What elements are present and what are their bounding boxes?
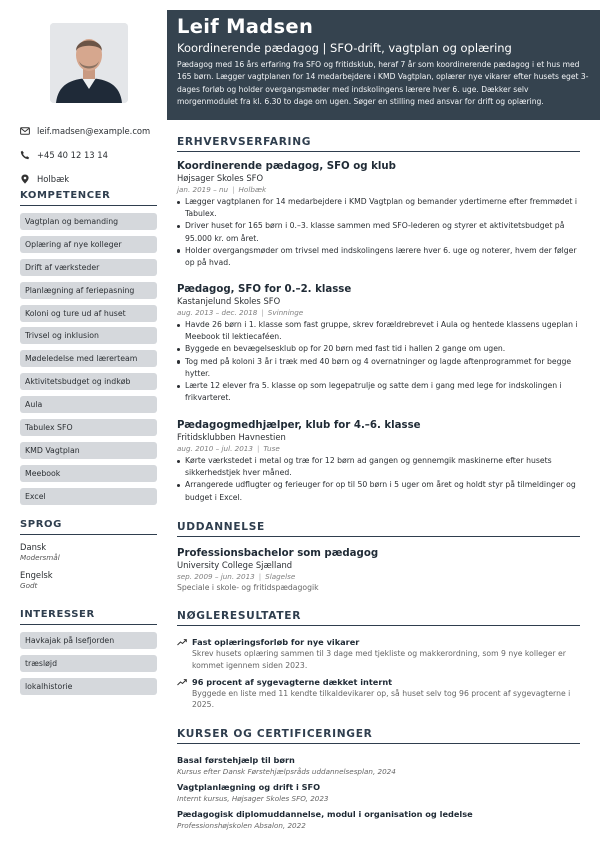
job-meta	[177, 307, 580, 318]
skill-pill: Meebook	[20, 465, 157, 482]
courses-heading: KURSER OG CERTIFICERINGER	[177, 728, 580, 744]
results-list	[177, 636, 580, 715]
education-description: Speciale i skole- og fritidspædagogik	[177, 583, 319, 592]
skill-pill: Vagtplan og bemanding	[20, 213, 157, 230]
phone-icon	[20, 150, 30, 160]
language-name: Engelsk	[20, 570, 53, 580]
skill-pill: Trivsel og inklusion	[20, 327, 157, 344]
course-title: Vagtplanlægning og drift i SFO	[177, 782, 321, 792]
skill-pill: Excel	[20, 488, 157, 505]
languages-section	[20, 519, 157, 598]
interests-heading: INTERESSER	[20, 609, 157, 625]
result-title: 96 procent af sygevagterne dækket internt	[192, 676, 393, 687]
skill-pill: Tabulex SFO	[20, 419, 157, 436]
profile-summary: Pædagog med 16 års erfaring fra SFO og fritidsklub, heraf 7 år som koordinerende pædagog i et hus med 165 børn. Lægger vagtplanen for 14 medarbejdere i KMD Vagtplan, oplærer nye vikarer efter husets eget 3-dages forløb og holder overgangsmøder med indskolingens lærere hver 6. uge. Dækker selv morgenmodulet fra kl. 6.30 to dage om ugen. Søger en stilling med ansvar for drift og oplæring.	[177, 60, 589, 106]
interest-pill: Havkajak på Isefjorden	[20, 632, 157, 649]
language-item	[20, 542, 157, 563]
location-text: Holbæk	[37, 174, 70, 184]
skill-pill: Drift af værksteder	[20, 259, 157, 276]
meta-separator: |	[261, 308, 264, 317]
skill-pill: Planlægning af feriepasning	[20, 282, 157, 299]
skill-pill: Aktivitetsbudget og indkøb	[20, 373, 157, 390]
result-title: Fast oplæringsforløb for nye vikarer	[192, 637, 360, 647]
job-bullet: Tog med på koloni 3 år i træk med 40 børn og 4 overnatninger og lagde aftenprogrammet for begge hytter.	[177, 356, 580, 380]
job-employer: Kastanjelund Skoles SFO	[177, 296, 281, 306]
education-meta	[177, 571, 580, 582]
course-provider: Kursus efter Dansk Førstehjælpsråds uddannelsesplan, 2024	[177, 767, 396, 776]
meta-separator: |	[258, 572, 262, 581]
job-dates: jan. 2019 – nu	[177, 185, 229, 194]
job-title: Pædagog, SFO for 0.–2. klasse	[177, 284, 352, 295]
job-bullets	[177, 319, 580, 404]
interests-section	[20, 609, 157, 701]
person-portrait-icon	[50, 23, 128, 103]
result-description: Skrev husets oplæring sammen til 3 dage med tjekliste og makkerordning, som 9 nye kolleger er kommet igennem siden 2023.	[192, 649, 566, 670]
job-bullets	[177, 196, 580, 269]
job-employer: Højsager Skoles SFO	[177, 173, 264, 183]
interest-pill: lokalhistorie	[20, 678, 157, 695]
language-name: Dansk	[20, 542, 47, 552]
contact-phone[interactable]	[20, 143, 160, 167]
skill-pill: Aula	[20, 396, 157, 413]
job-employer: Fritidsklubben Havnestien	[177, 432, 286, 442]
results-heading: NØGLERESULTATER	[177, 610, 580, 626]
job-meta	[177, 443, 580, 454]
meta-separator: |	[232, 185, 235, 194]
skills-section	[20, 190, 157, 511]
education-place: Slagelse	[265, 572, 296, 581]
job-bullet: Havde 26 børn i 1. klasse som fast gruppe, skrev forældrebrevet i Aula og hentede klassens ugeplan i Meebook til lektiecaféen.	[177, 319, 580, 343]
contact-info	[20, 119, 160, 191]
contact-email[interactable]	[20, 119, 160, 143]
course-item	[177, 754, 580, 777]
phone-text: +45 40 12 13 14	[37, 150, 108, 160]
course-title: Pædagogisk diplomuddannelse, modul i organisation og ledelse	[177, 809, 473, 819]
job-bullet: Driver huset for 165 børn i 0.–3. klasse sammen med SFO-lederen og styrer et aktivitetsbudget på 95.000 kr. om året.	[177, 220, 580, 244]
languages-heading: SPROG	[20, 519, 157, 535]
course-item	[177, 781, 580, 804]
skill-pill: KMD Vagtplan	[20, 442, 157, 459]
skill-pill: Koloni og ture ud af huset	[20, 305, 157, 322]
job-bullet: Byggede en bevægelsesklub op for 20 børn med fast tid i hallen 2 gange om ugen.	[177, 343, 580, 355]
job-meta	[177, 184, 580, 195]
skills-heading: KOMPETENCER	[20, 190, 157, 206]
header-banner	[167, 10, 600, 120]
result-item	[177, 676, 580, 712]
skill-pill: Mødeledelse med lærerteam	[20, 350, 157, 367]
person-name: Leif Madsen	[177, 15, 314, 38]
course-provider: Internt kursus, Højsager Skoles SFO, 2023	[177, 794, 329, 803]
education-heading: UDDANNELSE	[177, 521, 580, 537]
language-item	[20, 570, 157, 591]
sidebar	[0, 0, 167, 849]
courses-list	[177, 754, 580, 835]
job-place: Svinninge	[267, 308, 304, 317]
job-place: Holbæk	[238, 185, 267, 194]
email-icon	[20, 126, 30, 136]
job-entry	[177, 419, 580, 504]
job-place: Tuse	[263, 444, 280, 453]
location-pin-icon	[20, 174, 30, 184]
interest-pill: træsløjd	[20, 655, 157, 672]
job-dates: aug. 2013 – dec. 2018	[177, 308, 258, 317]
job-bullet: Lærte 12 elever fra 5. klasse op som legepatrulje og satte dem i gang med lege for indskolingen i frikvarteret.	[177, 380, 580, 404]
job-bullet: Holder overgangsmøder om trivsel med indskolingens lærere hver 6. uge og noterer, hvem der følger op på hvad.	[177, 245, 580, 269]
experience-heading: ERHVERVSERFARING	[177, 136, 580, 152]
language-level: Godt	[20, 581, 38, 590]
job-title: Koordinerende pædagog, SFO og klub	[177, 161, 396, 172]
job-headline: Koordinerende pædagog | SFO-drift, vagtplan og oplæring	[177, 41, 512, 55]
course-provider: Professionshøjskolen Absalon, 2022	[177, 821, 306, 830]
degree-title: Professionsbachelor som pædagog	[177, 548, 379, 559]
trend-up-icon	[177, 678, 187, 686]
school-name: University College Sjælland	[177, 560, 293, 570]
profile-photo	[50, 23, 128, 103]
course-title: Basal førstehjælp til børn	[177, 755, 295, 765]
skill-pill: Oplæring af nye kolleger	[20, 236, 157, 253]
job-bullet: Arrangerede udflugter og ferieuger for op til 50 børn i 5 uger om året og holdt styr på tilmeldinger og budget i Excel.	[177, 479, 580, 503]
trend-up-icon	[177, 638, 187, 646]
job-entry	[177, 283, 580, 404]
job-entry	[177, 160, 580, 269]
education-entry	[177, 547, 580, 593]
job-title: Pædagogmedhjælper, klub for 4.–6. klasse	[177, 420, 421, 431]
email-text: leif.madsen@example.com	[37, 126, 151, 136]
result-item	[177, 636, 580, 672]
job-bullet: Kørte værkstedet i metal og træ for 12 børn ad gangen og gennemgik maskinerne efter husets sikkerhedstjek hver måned.	[177, 455, 580, 479]
education-dates: sep. 2009 – jun. 2013	[177, 572, 255, 581]
contact-location	[20, 167, 160, 191]
result-description: Byggede en liste med 11 kendte tilkaldevikarer op, så huset selv tog 96 procent af sygevagterne i 2025.	[192, 688, 571, 710]
course-item	[177, 808, 580, 831]
language-level: Modersmål	[20, 553, 60, 562]
job-bullet: Lægger vagtplanen for 14 medarbejdere i KMD Vagtplan og bemander ydertimerne efter fremmødet i Tabulex.	[177, 196, 580, 220]
meta-separator: |	[256, 444, 260, 453]
job-dates: aug. 2010 – jul. 2013	[177, 444, 253, 453]
job-bullets	[177, 455, 580, 504]
